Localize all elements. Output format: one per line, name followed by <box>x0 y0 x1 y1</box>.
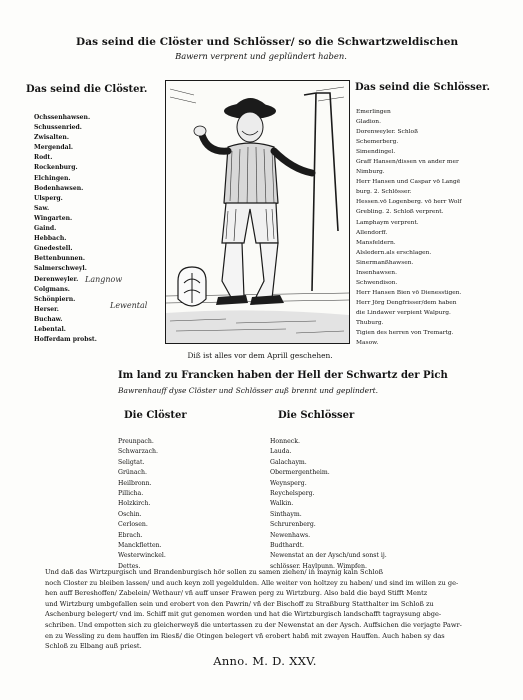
list-item: Seligtat. <box>118 458 145 466</box>
list-item: Rodt. <box>34 154 53 162</box>
list-item: Lebental. <box>34 325 66 333</box>
paragraph-line: noch Closter zu bleiben lassen/ und auch keyn zoll yegeldulden. Alle weiter von holtzey zu haben/ und sind im willen zu ge- <box>45 578 459 587</box>
list-item: Thuburg. <box>356 319 384 326</box>
list-item: Gnedestell. <box>34 245 73 253</box>
list-item: Budthardt. <box>270 541 305 549</box>
list-item: Gladion. <box>356 119 381 126</box>
list-item: Grebling. 2. Schloß verprent. <box>356 209 444 216</box>
paragraph-line: Und daß das Wirtzpurgisch und Brandenburgisch hör sollen zu samen ziehen/ in maynig kain Schloß <box>45 568 384 576</box>
list-item: Zwisalten. <box>34 134 69 142</box>
list-item: die Lindawer verpient Walpurg. <box>356 309 451 316</box>
cloister-list <box>34 113 97 345</box>
list-item: Oschin. <box>118 510 142 518</box>
list-item: schlösser. Haylpunn. Wimpfen. <box>270 562 367 570</box>
woodcut-illustration <box>165 80 350 344</box>
page-subtitle: Bawern verprent und geplündert haben. <box>175 51 347 61</box>
franconia-cloisters-heading: Die Clöster <box>124 410 187 421</box>
list-item: Lamphaym verprent. <box>356 219 419 226</box>
list-item: Graff Hansen/dissen vn ander mer <box>356 159 459 166</box>
list-item: Cerlosen. <box>118 521 148 529</box>
list-item: Schwarzach. <box>118 448 158 456</box>
list-item: Pillicha. <box>118 489 144 497</box>
castle-list <box>356 107 461 348</box>
list-item: Bettenbunnen. <box>34 255 85 263</box>
list-item: Salmerschweyl. <box>34 265 87 273</box>
cloisters-heading: Das seind die Clöster. <box>26 84 148 95</box>
woodcut-caption: Diß ist alles vor dem Aprill geschehen. <box>187 351 333 360</box>
list-item: Bodenhawsen. <box>34 184 84 192</box>
list-item: burg. 2. Schlösser. <box>356 189 412 196</box>
peasant-woodcut-image <box>166 81 349 343</box>
publication-date: Anno. M. D. XXV. <box>213 654 317 668</box>
list-item: Holzkirch. <box>118 500 151 508</box>
list-item: Insenhawsen. <box>356 269 397 276</box>
list-item: Emerlingen <box>356 109 391 115</box>
franconia-castle-list <box>270 437 387 572</box>
list-item: Walkin. <box>270 500 294 508</box>
list-item: Grünach. <box>118 469 147 477</box>
list-item: Schrurenberg. <box>270 521 316 529</box>
list-item: Dorenweyler. Schloß <box>356 129 418 136</box>
paragraph-line: schriben. Und empotten sich zu gleicherweyß die untertassen zu der Newenstat an der Aysch. Auffsichen die verjagte Pawr- <box>45 620 462 629</box>
list-item: Elchingen. <box>34 174 71 182</box>
list-item: Ochssenhawsen. <box>34 114 91 121</box>
list-item: Tigien des herren von Tremartg. <box>356 330 454 337</box>
list-item: Herr Hansen und Caspar vō Langē <box>356 179 461 186</box>
list-item: Galachaym. <box>270 458 307 466</box>
list-item: Rockenburg. <box>34 164 78 172</box>
list-item: Hebbach. <box>34 235 67 243</box>
paragraph-line: und Wirtzburg umbgefallen sein und erobert von den Pawrin/ vñ der Bischoff zu Straßburg Statthalter im Schloß zu <box>45 599 434 608</box>
franconia-castles-heading: Die Schlösser <box>278 410 355 421</box>
franconia-cloister-list <box>118 437 166 572</box>
list-item: Weynsperg. <box>270 479 307 487</box>
page-title: Das seind die Clöster und Schlösser/ so die Schwartzweldischen <box>76 36 459 48</box>
paragraph-line: en zu Wessling zu dem hauffen im Riesß/ die Otingen belegert vñ erobert habñ mit zwayen Hauffen. Auch haben sy das <box>45 631 445 640</box>
franconia-title: Im land zu Francken haben der Hell der Schwartz der Pich <box>118 370 448 381</box>
list-item: Herr Hansen Bien vō Dienesstigen. <box>356 289 462 296</box>
list-item: Newenstat an der Aysch/und sonst ij. <box>270 552 387 560</box>
list-item: Herr Jörg Dengfrisser/dem haben <box>356 299 457 306</box>
list-item: Obermergentheim. <box>270 469 330 477</box>
paragraph-line: Aschenburg belegert/ vnd im. Schiff mit gut genomen worden und hat die Wirtzburgisch landschafft tagraysung abge- <box>45 610 442 619</box>
paragraph-line: Schloß zu Elbang auß priest. <box>45 642 142 651</box>
list-item: Herser. <box>34 305 59 313</box>
handwritten-note: Lewental <box>110 301 148 310</box>
list-item: Honneck. <box>270 438 300 445</box>
list-item: Hofferdam probst. <box>34 336 97 344</box>
list-item: Heilbronn. <box>118 479 152 487</box>
list-item: Saw. <box>34 204 50 212</box>
list-item: Ebrach. <box>118 531 143 539</box>
list-item: Simendingel. <box>356 149 396 156</box>
list-item: Schwendison. <box>356 279 398 286</box>
list-item: Manckfletten. <box>118 541 162 549</box>
list-item: Dettes. <box>118 562 141 570</box>
list-item: Hessen.vō Logenberg. vō herr Wolf <box>356 199 462 206</box>
list-item: Ulsperg. <box>34 194 63 202</box>
list-item: Sinthaym. <box>270 510 302 518</box>
list-item: Reychelsperg. <box>270 489 315 497</box>
list-item: Colgmans. <box>34 285 70 293</box>
list-item: Sinermanßhawsen. <box>356 259 414 266</box>
list-item: Nimburg. <box>356 169 385 176</box>
list-item: Masow. <box>356 340 379 347</box>
castles-heading: Das seind die Schlösser. <box>355 82 490 93</box>
list-item: Gaind. <box>34 225 57 233</box>
list-item: Newenhaws. <box>270 531 311 539</box>
list-item: Lauda. <box>270 448 292 456</box>
list-item: Allendorff. <box>356 229 388 236</box>
list-item: Buchaw. <box>34 315 63 323</box>
list-item: Alsledern.als erschlagen. <box>356 249 432 256</box>
paragraph-line: hen auff Bereshoffen/ Zabelein/ Wethaur/ vñ auff unser Frawen perg zu Wirtzburg. Also bald die bayd Stifft Mentz <box>45 589 428 598</box>
list-item: Derenweyler. <box>34 275 79 283</box>
list-item: Wingarten. <box>34 214 73 222</box>
list-item: Schussenried. <box>34 124 82 132</box>
list-item: Schönpiern. <box>34 295 76 303</box>
list-item: Westerwinckel. <box>118 552 166 560</box>
list-item: Preunpach. <box>118 438 154 445</box>
list-item: Mergendal. <box>34 144 74 152</box>
closing-paragraph <box>45 567 485 652</box>
handwritten-note: Langnow <box>85 275 123 284</box>
list-item: Schemerberg. <box>356 139 399 146</box>
list-item: Mansfeldern. <box>356 239 396 246</box>
franconia-subtitle: Bawrenhauff dyse Clöster und Schlösser auß brennt und geplindert. <box>118 386 379 395</box>
